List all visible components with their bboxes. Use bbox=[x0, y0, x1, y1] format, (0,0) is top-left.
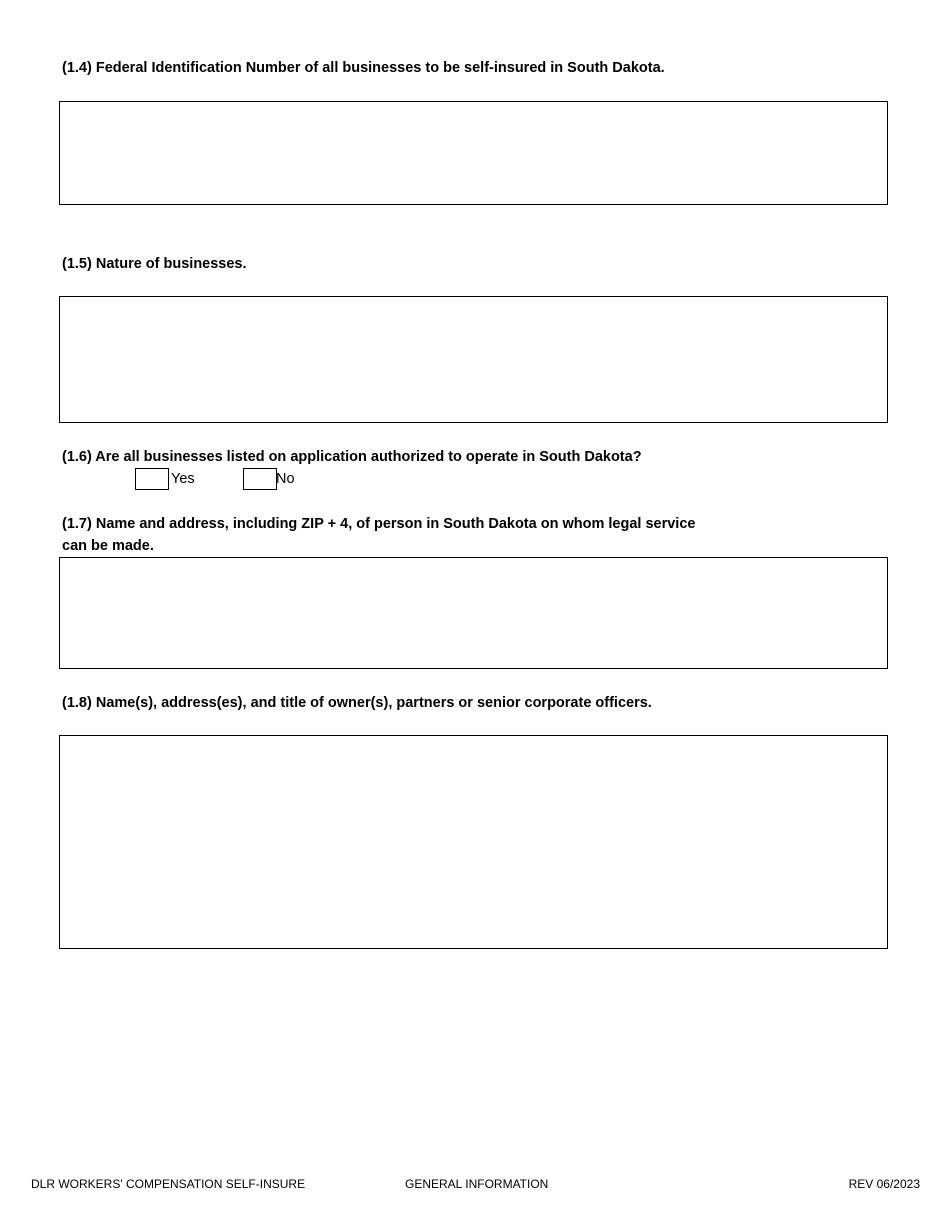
footer-section-name: GENERAL INFORMATION bbox=[405, 1177, 549, 1191]
footer-revision: REV 06/2023 bbox=[848, 1177, 920, 1191]
yes-checkbox-label: Yes bbox=[171, 471, 195, 487]
question-1-8-label: (1.8) Name(s), address(es), and title of owner(s), partners or senior corporate officers. bbox=[62, 695, 652, 711]
no-checkbox[interactable] bbox=[243, 468, 277, 490]
yes-checkbox[interactable] bbox=[135, 468, 169, 490]
owners-officers-field[interactable] bbox=[59, 735, 888, 949]
footer-form-name: DLR WORKERS' COMPENSATION SELF-INSURE bbox=[31, 1177, 306, 1191]
nature-of-businesses-field[interactable] bbox=[59, 296, 888, 423]
question-1-6-label: (1.6) Are all businesses listed on application authorized to operate in South Dakota? bbox=[62, 449, 642, 465]
no-checkbox-label: No bbox=[276, 471, 295, 487]
question-1-7-label: (1.7) Name and address, including ZIP + 4, of person in South Dakota on whom legal service bbox=[62, 516, 696, 532]
question-1-7-label-continued: can be made. bbox=[62, 538, 154, 554]
federal-id-number-field[interactable] bbox=[59, 101, 888, 205]
question-1-4-label: (1.4) Federal Identification Number of all businesses to be self-insured in South Dakota. bbox=[62, 60, 665, 76]
legal-service-contact-field[interactable] bbox=[59, 557, 888, 669]
question-1-5-label: (1.5) Nature of businesses. bbox=[62, 256, 247, 272]
